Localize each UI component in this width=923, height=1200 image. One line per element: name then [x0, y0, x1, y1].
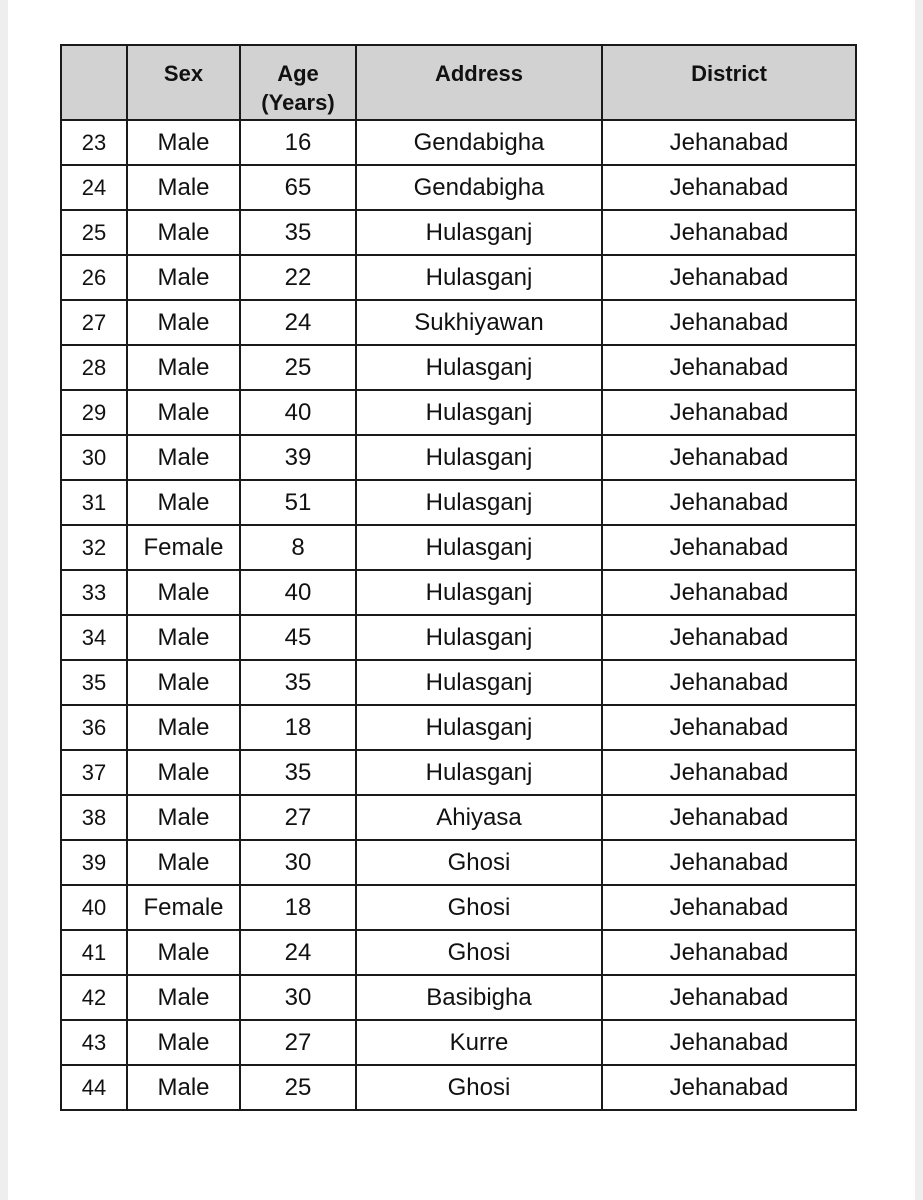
cell-district: Jehanabad [602, 255, 856, 300]
table-row [61, 390, 856, 435]
cell-number: 28 [61, 345, 127, 390]
cell-address: Hulasganj [356, 435, 602, 480]
header-district: District [602, 45, 856, 120]
cell-sex: Male [127, 165, 240, 210]
cell-district: Jehanabad [602, 750, 856, 795]
cell-number: 24 [61, 165, 127, 210]
cell-age: 30 [240, 840, 356, 885]
cell-district: Jehanabad [602, 210, 856, 255]
table-row [61, 165, 856, 210]
cell-age: 24 [240, 300, 356, 345]
cell-age: 24 [240, 930, 356, 975]
cell-number: 36 [61, 705, 127, 750]
cell-age: 18 [240, 705, 356, 750]
cell-number: 25 [61, 210, 127, 255]
cell-district: Jehanabad [602, 120, 856, 165]
cell-address: Hulasganj [356, 525, 602, 570]
cell-district: Jehanabad [602, 1065, 856, 1110]
header-address: Address [356, 45, 602, 120]
cell-sex: Male [127, 435, 240, 480]
cell-number: 35 [61, 660, 127, 705]
table-row [61, 210, 856, 255]
cell-address: Hulasganj [356, 660, 602, 705]
cell-district: Jehanabad [602, 615, 856, 660]
cell-address: Hulasganj [356, 705, 602, 750]
cell-number: 27 [61, 300, 127, 345]
cell-number: 42 [61, 975, 127, 1020]
cell-sex: Male [127, 1065, 240, 1110]
cell-number: 44 [61, 1065, 127, 1110]
cell-age: 27 [240, 795, 356, 840]
table-row [61, 120, 856, 165]
table-row [61, 570, 856, 615]
cell-age: 65 [240, 165, 356, 210]
cell-address: Hulasganj [356, 750, 602, 795]
cell-age: 35 [240, 660, 356, 705]
cell-number: 39 [61, 840, 127, 885]
cell-age: 16 [240, 120, 356, 165]
cell-sex: Male [127, 750, 240, 795]
cell-address: Ahiyasa [356, 795, 602, 840]
header-number [61, 45, 127, 120]
header-sex: Sex [127, 45, 240, 120]
cell-number: 43 [61, 1020, 127, 1065]
table-row [61, 435, 856, 480]
cell-sex: Male [127, 615, 240, 660]
cell-sex: Male [127, 975, 240, 1020]
header-age-line1: Age [277, 61, 319, 86]
cell-number: 30 [61, 435, 127, 480]
cell-number: 33 [61, 570, 127, 615]
cell-district: Jehanabad [602, 525, 856, 570]
table-row [61, 930, 856, 975]
cell-sex: Male [127, 1020, 240, 1065]
cell-age: 25 [240, 345, 356, 390]
cell-age: 30 [240, 975, 356, 1020]
cell-address: Hulasganj [356, 210, 602, 255]
cell-address: Basibigha [356, 975, 602, 1020]
table-row [61, 885, 856, 930]
table-row [61, 1065, 856, 1110]
cell-number: 31 [61, 480, 127, 525]
cell-age: 51 [240, 480, 356, 525]
cell-sex: Male [127, 480, 240, 525]
cell-sex: Male [127, 795, 240, 840]
table-row [61, 480, 856, 525]
cell-sex: Male [127, 705, 240, 750]
table-header-row [61, 45, 856, 120]
table-row [61, 795, 856, 840]
cell-address: Ghosi [356, 1065, 602, 1110]
cell-district: Jehanabad [602, 345, 856, 390]
cell-address: Kurre [356, 1020, 602, 1065]
table-row [61, 255, 856, 300]
header-age [240, 45, 356, 120]
cell-district: Jehanabad [602, 795, 856, 840]
table-body [61, 120, 856, 1110]
cell-address: Ghosi [356, 930, 602, 975]
table-row [61, 345, 856, 390]
cell-district: Jehanabad [602, 1020, 856, 1065]
cell-age: 8 [240, 525, 356, 570]
cell-district: Jehanabad [602, 930, 856, 975]
cell-number: 38 [61, 795, 127, 840]
cell-number: 40 [61, 885, 127, 930]
cell-district: Jehanabad [602, 480, 856, 525]
cell-address: Hulasganj [356, 255, 602, 300]
cell-address: Gendabigha [356, 165, 602, 210]
cell-number: 37 [61, 750, 127, 795]
cell-sex: Male [127, 840, 240, 885]
cell-sex: Male [127, 120, 240, 165]
cell-district: Jehanabad [602, 165, 856, 210]
cell-age: 35 [240, 750, 356, 795]
cell-age: 22 [240, 255, 356, 300]
cell-district: Jehanabad [602, 705, 856, 750]
cell-number: 41 [61, 930, 127, 975]
table-row [61, 615, 856, 660]
table-row [61, 1020, 856, 1065]
cell-district: Jehanabad [602, 390, 856, 435]
cell-sex: Male [127, 255, 240, 300]
cell-age: 39 [240, 435, 356, 480]
cell-district: Jehanabad [602, 840, 856, 885]
table-row [61, 840, 856, 885]
cell-district: Jehanabad [602, 300, 856, 345]
cell-address: Hulasganj [356, 615, 602, 660]
cell-age: 18 [240, 885, 356, 930]
cell-age: 40 [240, 390, 356, 435]
table-row [61, 750, 856, 795]
cell-district: Jehanabad [602, 660, 856, 705]
cell-sex: Male [127, 930, 240, 975]
cell-age: 45 [240, 615, 356, 660]
cell-address: Gendabigha [356, 120, 602, 165]
cell-sex: Male [127, 345, 240, 390]
cell-district: Jehanabad [602, 885, 856, 930]
cell-address: Ghosi [356, 885, 602, 930]
cell-number: 34 [61, 615, 127, 660]
table-row [61, 525, 856, 570]
table-row [61, 660, 856, 705]
cell-address: Sukhiyawan [356, 300, 602, 345]
cell-address: Hulasganj [356, 570, 602, 615]
cell-age: 40 [240, 570, 356, 615]
cell-address: Hulasganj [356, 390, 602, 435]
cell-address: Hulasganj [356, 345, 602, 390]
cell-address: Ghosi [356, 840, 602, 885]
cell-number: 23 [61, 120, 127, 165]
table-row [61, 975, 856, 1020]
cell-sex: Male [127, 390, 240, 435]
cell-sex: Female [127, 525, 240, 570]
cell-district: Jehanabad [602, 570, 856, 615]
table-row [61, 705, 856, 750]
cell-district: Jehanabad [602, 435, 856, 480]
cell-sex: Male [127, 660, 240, 705]
cell-sex: Male [127, 570, 240, 615]
cell-district: Jehanabad [602, 975, 856, 1020]
cell-number: 32 [61, 525, 127, 570]
cell-age: 25 [240, 1065, 356, 1110]
cell-address: Hulasganj [356, 480, 602, 525]
cell-sex: Male [127, 210, 240, 255]
cell-age: 27 [240, 1020, 356, 1065]
victim-roster-table [60, 44, 857, 1111]
table-row [61, 300, 856, 345]
cell-number: 29 [61, 390, 127, 435]
header-age-line2: (Years) [261, 90, 335, 115]
cell-number: 26 [61, 255, 127, 300]
document-page [8, 0, 915, 1200]
cell-sex: Female [127, 885, 240, 930]
cell-age: 35 [240, 210, 356, 255]
cell-sex: Male [127, 300, 240, 345]
